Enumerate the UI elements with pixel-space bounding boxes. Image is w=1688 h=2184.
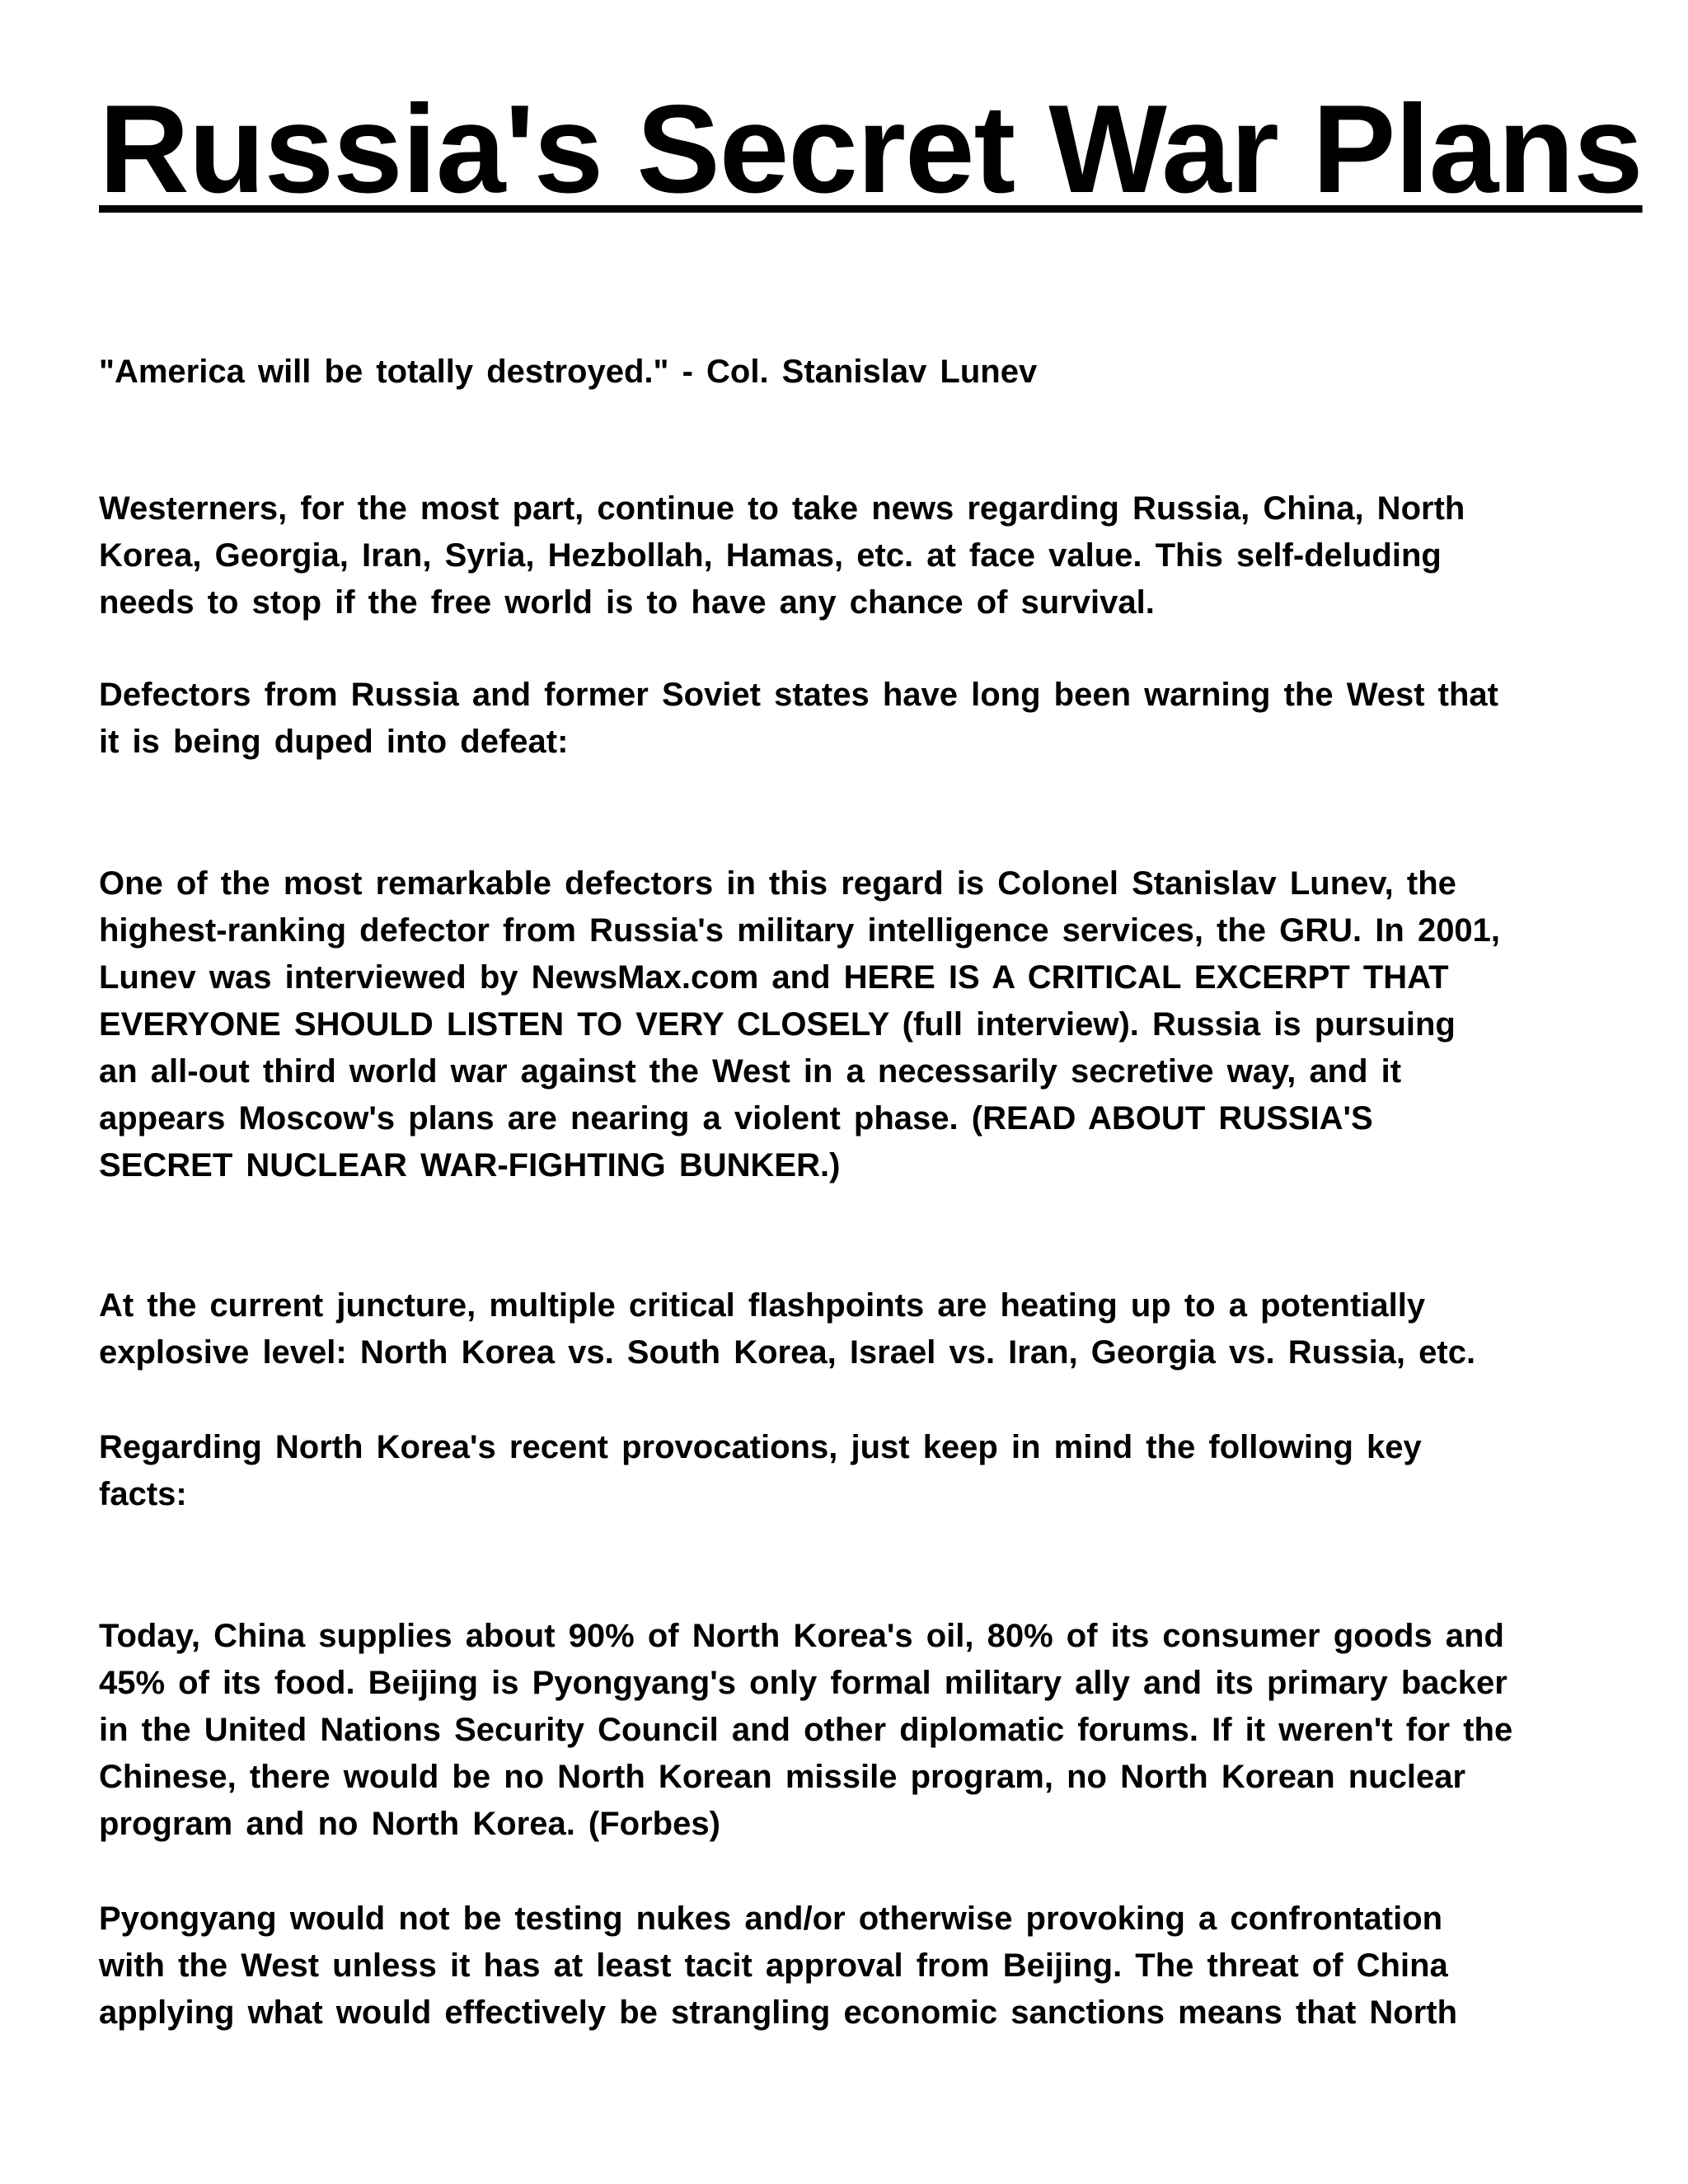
text-line: Korea, Georgia, Iran, Syria, Hezbollah, Hamas, etc. at face value. This self-deluding bbox=[99, 537, 1442, 574]
text-line: One of the most remarkable defectors in this regard is Colonel Stanislav Lunev, the bbox=[99, 865, 1456, 902]
text-line: with the West unless it has at least tacit approval from Beijing. The threat of China bbox=[99, 1947, 1448, 1984]
flashpoints-paragraph bbox=[99, 1282, 1475, 1376]
text-line: SECRET NUCLEAR WAR-FIGHTING BUNKER.) bbox=[99, 1147, 841, 1183]
text-line: it is being duped into defeat: bbox=[99, 724, 569, 760]
defectors-paragraph bbox=[99, 672, 1498, 766]
text-line: At the current juncture, multiple critical flashpoints are heating up to a potentially bbox=[99, 1287, 1426, 1324]
text-line: facts: bbox=[99, 1476, 187, 1512]
text-line: needs to stop if the free world is to have any chance of survival. bbox=[99, 584, 1155, 621]
text-line: Pyongyang would not be testing nukes and/or otherwise provoking a confrontation bbox=[99, 1900, 1443, 1937]
text-line: in the United Nations Security Council and other diplomatic forums. If it weren't for the bbox=[99, 1712, 1513, 1748]
lunev-paragraph bbox=[99, 860, 1500, 1189]
text-line: "America will be totally destroyed." - Col. Stanislav Lunev bbox=[99, 354, 1038, 390]
pyongyang-paragraph bbox=[99, 1896, 1457, 2036]
text-line: an all-out third world war against the West in a necessarily secretive way, and it bbox=[99, 1053, 1402, 1090]
text-line: highest-ranking defector from Russia's military intelligence services, the GRU. In 2001, bbox=[99, 912, 1501, 949]
text-line: Today, China supplies about 90% of North Korea's oil, 80% of its consumer goods and bbox=[99, 1618, 1504, 1654]
china-paragraph bbox=[99, 1613, 1512, 1848]
text-line: Lunev was interviewed by NewsMax.com and HERE IS A CRITICAL EXCERPT THAT bbox=[99, 959, 1449, 996]
text-line: Regarding North Korea's recent provocations, just keep in mind the following key bbox=[99, 1429, 1422, 1465]
text-line: 45% of its food. Beijing is Pyongyang's only formal military ally and its primary backer bbox=[99, 1665, 1507, 1701]
text-line: program and no North Korea. (Forbes) bbox=[99, 1806, 720, 1842]
text-line: explosive level: North Korea vs. South Korea, Israel vs. Iran, Georgia vs. Russia, etc. bbox=[99, 1334, 1476, 1371]
text-line: Defectors from Russia and former Soviet states have long been warning the West that bbox=[99, 677, 1498, 713]
north-korea-paragraph bbox=[99, 1424, 1422, 1518]
quote-paragraph bbox=[99, 349, 1037, 396]
text-line: Chinese, there would be no North Korean missile program, no North Korean nuclear bbox=[99, 1759, 1466, 1795]
text-line: applying what would effectively be strangling economic sanctions means that North bbox=[99, 1994, 1458, 2031]
text-line: appears Moscow's plans are nearing a violent phase. (READ ABOUT RUSSIA'S bbox=[99, 1100, 1373, 1137]
text-line: Westerners, for the most part, continue to take news regarding Russia, China, North bbox=[99, 490, 1465, 527]
intro-paragraph bbox=[99, 485, 1465, 626]
text-line: EVERYONE SHOULD LISTEN TO VERY CLOSELY (full interview). Russia is pursuing bbox=[99, 1006, 1456, 1043]
document-title: Russia's Secret War Plans bbox=[99, 79, 1643, 219]
